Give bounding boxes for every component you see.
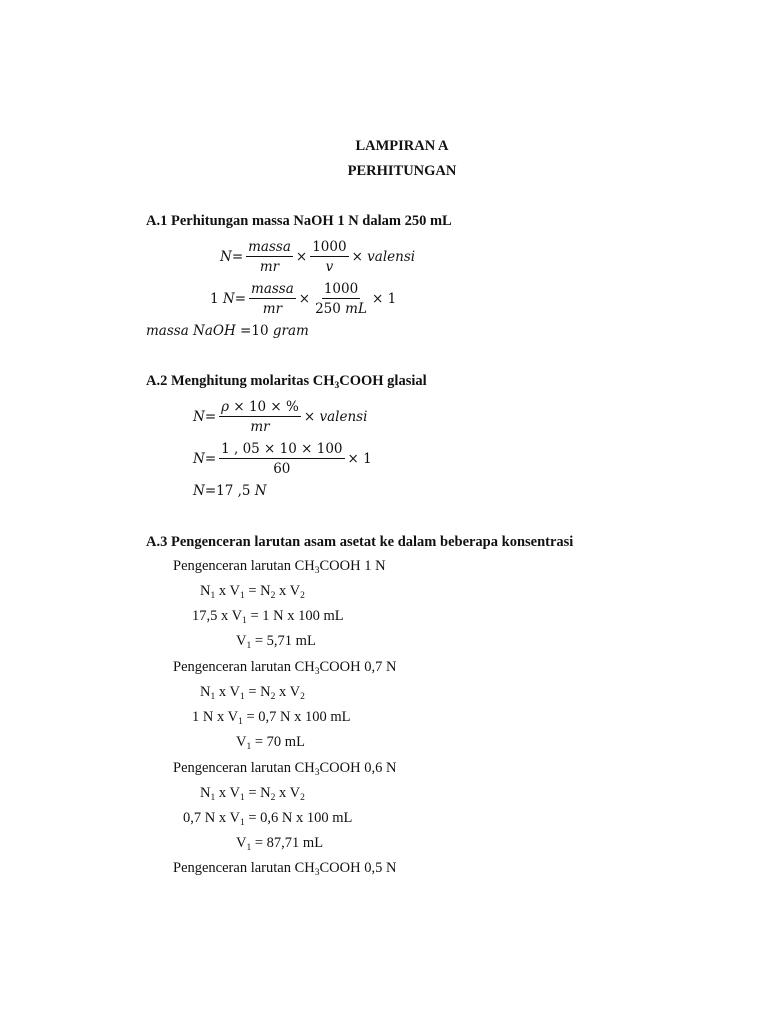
- dilution-title-1n: Pengenceran larutan $CH_3COOH$ 1 N: [173, 558, 386, 576]
- section-a3-heading: A.3 Pengenceran larutan asam asetat ke dalam beberapa konsentrasi: [146, 534, 574, 550]
- equation-molarity-substituted: N = $\frac{1 , 05 \times 10 \times 100}{60}$ × 1: [193, 441, 372, 477]
- equation-molarity-result: N=17 ,5 N: [193, 483, 267, 499]
- equation-normality-substituted: 1 N = $\frac{\text{massa}}{mr}$ × $\frac{1000}{250 mL}$ × 1: [210, 281, 397, 317]
- section-a1-heading: A.1 Perhitungan massa NaOH 1 N dalam 250 mL: [146, 213, 452, 229]
- page-subtitle: PERHITUNGAN: [347, 163, 457, 179]
- dilution-title-0-6n: Pengenceran larutan $CH_3COOH$ 0,6 N: [173, 760, 397, 778]
- dilution-substitution-line: 1 N x $V_1 = 0,7$ N x 100 mL: [192, 709, 351, 727]
- equation-naoh-mass-result: massa NaOH =10 gram: [146, 323, 309, 339]
- dilution-substitution-line: 0,7 N x $V_1 = 0,6$ N x 100 mL: [183, 810, 353, 828]
- equation-normality-formula: N = $\frac{\text{massa}}{mr}$ × $\frac{1000}{v}$ × valensi: [220, 239, 416, 275]
- dilution-result-line: $V_1 = 5,71$ mL: [236, 633, 316, 651]
- dilution-substitution-line: 17,5 x $V_1 = 1$ N x 100 mL: [192, 608, 344, 626]
- dilution-title-0-7n: Pengenceran larutan $CH_3COOH$ 0,7 N: [173, 659, 397, 677]
- dilution-formula-line: $N_1$ x $V_1 = N_2$ x $V_2$: [200, 785, 305, 803]
- equation-molarity-formula: N = $\frac{\rho \times 10 \times \%}{mr}$ × valensi: [193, 399, 368, 435]
- page-title: LAMPIRAN A: [355, 138, 449, 154]
- dilution-title-0-5n: Pengenceran larutan $CH_3COOH$ 0,5 N: [173, 860, 397, 878]
- dilution-result-line: $V_1 = 87,71$ mL: [236, 835, 324, 853]
- section-a2-heading: A.2 Menghitung molaritas $CH_3COOH$ glasial: [146, 373, 427, 391]
- dilution-result-line: $V_1 = 70$ mL: [236, 734, 305, 752]
- dilution-formula-line: $N_1$ x $V_1 = N_2$ x $V_2$: [200, 684, 305, 702]
- dilution-formula-line: $N_1$ x $V_1 = N_2$ x $V_2$: [200, 583, 305, 601]
